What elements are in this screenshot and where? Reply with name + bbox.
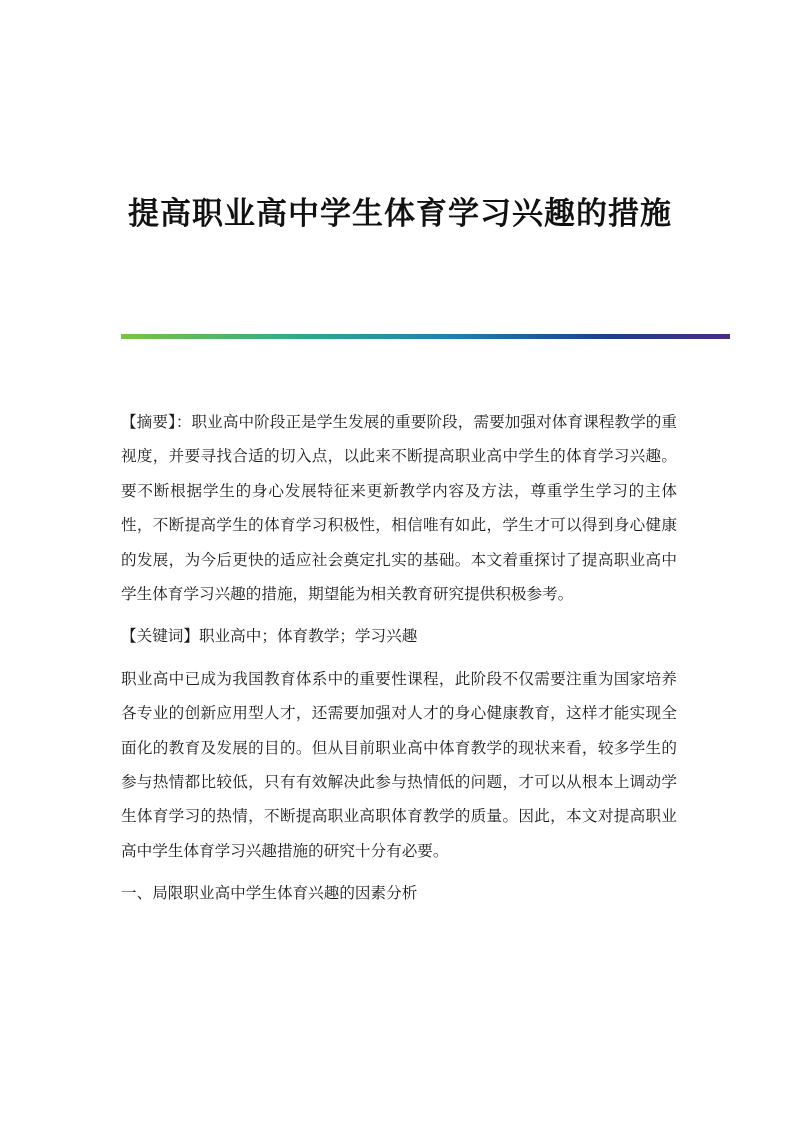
- keywords-label: 【关键词】: [121, 627, 199, 646]
- intro-paragraph: 职业高中已成为我国教育体系中的重要性课程，此阶段不仅需要注重为国家培养各专业的创新应用型人才，还需要加强对人才的身心健康教育，这样才能实现全面化的教育及发展的目的。但从目前职业高中体育教学的现状来看，较多学生的参与热情都比较低，只有有效解决此参与热情低的问题，才可以从根本上调动学生体育学习的热情，不断提高职业高职体育教学的质量。因此，本文对提高职业高中学生体育学习兴趣措施的研究十分有必要。: [121, 669, 677, 860]
- document-title: 提高职业高中学生体育学习兴趣的措施: [128, 196, 672, 232]
- title-divider: [121, 334, 730, 339]
- keywords-text: 职业高中；体育教学；学习兴趣: [198, 627, 418, 646]
- abstract-text: ：职业高中阶段正是学生发展的重要阶段，需要加强对体育课程教学的重视度，并要寻找合适的切入点，以此来不断提高职业高中学生的体育学习兴趣。要不断根据学生的身心发展特征来更新教学内容及方法，尊重学生学习的主体性，不断提高学生的体育学习积极性，相信唯有如此，学生才可以得到身心健康的发展，为今后更快的适应社会奠定扎实的基础。本文着重探讨了提高职业高中学生体育学习兴趣的措施，期望能为相关教育研究提供积极参考。: [121, 413, 677, 604]
- document-body: [121, 405, 677, 919]
- section-heading: 一、局限职业高中学生体育兴趣的因素分析: [121, 884, 418, 903]
- abstract-label: 【摘要】: [121, 413, 176, 431]
- keywords-paragraph: [121, 619, 677, 653]
- abstract-paragraph: [121, 405, 677, 611]
